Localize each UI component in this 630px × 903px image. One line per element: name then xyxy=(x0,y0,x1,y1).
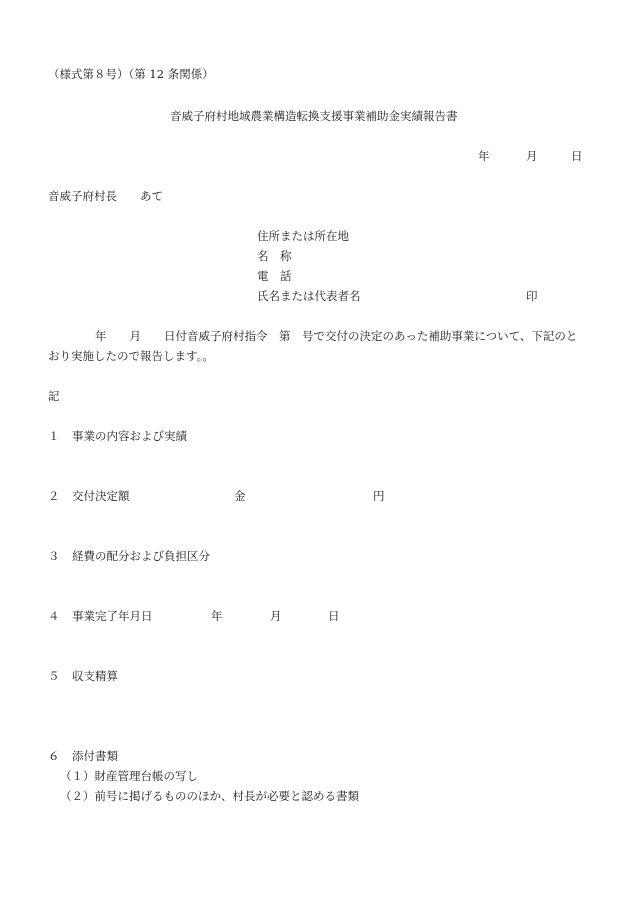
item-3-number: ３ xyxy=(48,549,60,563)
name-label: 名 称 xyxy=(257,249,292,263)
representative-label: 氏名または代表者名 xyxy=(257,289,361,303)
item-5-number: ５ xyxy=(48,669,60,683)
item-6 xyxy=(48,748,118,764)
address-label: 住所または所在地 xyxy=(257,229,349,243)
item-4 xyxy=(48,608,153,624)
item-2 xyxy=(48,488,130,504)
item-4-number: ４ xyxy=(48,609,60,623)
form-label: （様式第８号）（第 12 条関係） xyxy=(48,67,214,81)
item-5-label: 収支精算 xyxy=(72,669,118,683)
seal-mark: 印 xyxy=(526,289,538,303)
item-4-label: 事業完了年月日 xyxy=(72,609,153,623)
item-6-label: 添付書類 xyxy=(72,749,118,763)
item-2-number: ２ xyxy=(48,489,60,503)
item-1-number: １ xyxy=(48,429,60,443)
item-1 xyxy=(48,428,187,444)
item-5 xyxy=(48,668,118,684)
attachment-item-1: （１）財産管理台帳の写し xyxy=(60,769,198,783)
item-3-label: 経費の配分および負担区分 xyxy=(72,549,210,563)
ki-heading: 記 xyxy=(48,389,60,403)
item-4-year: 年 xyxy=(211,609,223,623)
attachment-item-2: （２）前号に掲げるもののほか、村長が必要と認める書類 xyxy=(60,789,359,803)
item-4-month: 月 xyxy=(270,609,282,623)
addressee: 音威子府村長 あて xyxy=(48,189,163,203)
body-text-line-2: おり実施したので報告します。。 xyxy=(48,349,214,363)
date-day: 日 xyxy=(571,149,583,163)
item-1-label: 事業の内容および実績 xyxy=(72,429,187,443)
item-3 xyxy=(48,548,210,564)
document-title: 音威子府村地域農業構造転換支援事業補助金実績報告書 xyxy=(170,109,458,123)
item-2-yen: 円 xyxy=(373,489,385,503)
date-year: 年 xyxy=(478,149,490,163)
date-month: 月 xyxy=(526,149,538,163)
phone-label: 電 話 xyxy=(257,269,292,283)
item-2-kin: 金 xyxy=(234,489,246,503)
item-6-number: ６ xyxy=(48,749,60,763)
item-2-label: 交付決定額 xyxy=(72,489,130,503)
item-4-day: 日 xyxy=(328,609,340,623)
body-text-line-1: 年 月 日付音威子府村指令 第 号で交付の決定のあった補助事業について、下記のと xyxy=(95,329,578,343)
